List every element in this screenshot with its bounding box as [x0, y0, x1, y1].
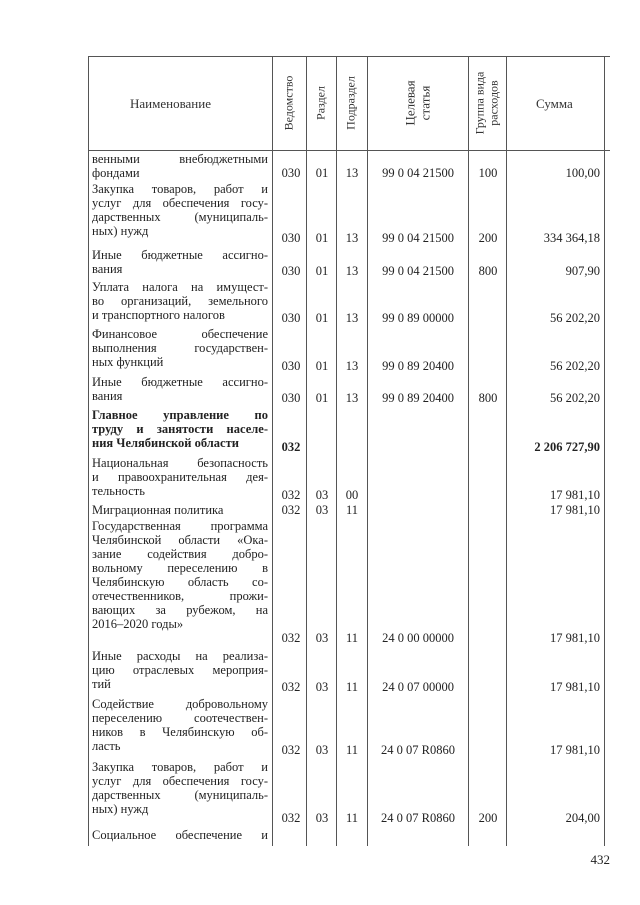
cell-vedomstvo: 032 [281, 488, 301, 502]
cell-celevaya: 99 0 89 20400 [382, 391, 454, 405]
row-name: Государственная программа Челябинской области «Ока- зание содействия добро- вольному переселению в Челябинскую область со- отечественников, прожи- вающих за рубежом, на 2016–2020 годы» [92, 519, 268, 631]
header-bottom-border [88, 150, 610, 151]
cell-podrazdel: 11 [345, 811, 359, 825]
cell-podrazdel: 11 [345, 743, 359, 757]
cell-razdel: 03 [315, 631, 329, 645]
cell-razdel: 01 [315, 231, 329, 245]
row-name: Социальное обеспечение и [92, 828, 268, 842]
header-razdel: Раздел [313, 86, 328, 120]
row-name: Уплата налога на имущест- во организаций, земельного и транспортного налогов [92, 280, 268, 322]
cell-celevaya: 24 0 00 00000 [382, 631, 454, 645]
cell-podrazdel: 11 [345, 631, 359, 645]
column-divider [468, 56, 469, 846]
row-name: Закупка товаров, работ и услуг для обеспечения госу- дарственных (муниципаль- ных) нужд [92, 182, 268, 238]
cell-razdel: 03 [315, 680, 329, 694]
table-right-border [604, 56, 605, 846]
column-divider [367, 56, 368, 846]
cell-gruppa: 100 [478, 166, 498, 180]
cell-vedomstvo: 030 [281, 391, 301, 405]
cell-podrazdel: 13 [345, 166, 359, 180]
cell-razdel: 03 [315, 743, 329, 757]
header-celevaya-1: Целевая [402, 80, 418, 126]
cell-celevaya: 99 0 89 00000 [382, 311, 454, 325]
header-vedomstvo: Ведомство [281, 75, 296, 131]
cell-celevaya: 24 0 07 00000 [382, 680, 454, 694]
cell-podrazdel: 13 [345, 264, 359, 278]
cell-summa: 56 202,20 [550, 359, 600, 373]
cell-gruppa: 800 [478, 391, 498, 405]
table-top-border [88, 56, 610, 57]
cell-razdel: 01 [315, 166, 329, 180]
cell-podrazdel: 11 [345, 503, 359, 517]
cell-razdel: 01 [315, 359, 329, 373]
cell-vedomstvo: 030 [281, 264, 301, 278]
cell-vedomstvo: 030 [281, 166, 301, 180]
cell-razdel: 01 [315, 391, 329, 405]
row-name: Закупка товаров, работ и услуг для обеспечения госу- дарственных (муниципаль- ных) нужд [92, 760, 268, 816]
header-summa: Сумма [536, 96, 573, 111]
header-podrazdel: Подраздел [343, 76, 358, 130]
cell-summa: 56 202,20 [550, 311, 600, 325]
row-name: Финансовое обеспечение выполнения государствен- ных функций [92, 327, 268, 369]
cell-vedomstvo: 030 [281, 311, 301, 325]
cell-podrazdel: 13 [345, 231, 359, 245]
column-divider [506, 56, 507, 846]
cell-razdel: 01 [315, 311, 329, 325]
cell-summa: 17 981,10 [550, 743, 600, 757]
cell-summa: 334 364,18 [543, 231, 600, 245]
cell-vedomstvo: 032 [281, 631, 301, 645]
row-name: Иные бюджетные ассигно- вания [92, 248, 268, 276]
header-celevaya-2: статья [417, 85, 433, 121]
cell-summa: 2 206 727,90 [534, 440, 600, 454]
cell-vedomstvo: 032 [281, 811, 301, 825]
table-left-border [88, 56, 89, 846]
column-divider [336, 56, 337, 846]
cell-celevaya: 24 0 07 R0860 [381, 743, 455, 757]
row-name: Главное управление по труду и занятости населе- ния Челябинской области [92, 408, 268, 450]
cell-vedomstvo: 030 [281, 231, 301, 245]
cell-celevaya: 99 0 04 21500 [382, 264, 454, 278]
cell-razdel: 03 [315, 488, 329, 502]
cell-celevaya: 99 0 89 20400 [382, 359, 454, 373]
cell-vedomstvo: 032 [281, 680, 301, 694]
page-number: 432 [590, 852, 610, 867]
column-divider [272, 56, 273, 846]
cell-gruppa: 200 [478, 811, 498, 825]
cell-podrazdel: 00 [345, 488, 359, 502]
cell-razdel: 03 [315, 503, 329, 517]
header-name: Наименование [130, 96, 211, 111]
row-name: венными внебюджетными фондами [92, 152, 268, 180]
cell-podrazdel: 13 [345, 311, 359, 325]
cell-summa: 56 202,20 [550, 391, 600, 405]
row-name: Национальная безопасность и правоохранительная дея- тельность [92, 456, 268, 498]
cell-razdel: 03 [315, 811, 329, 825]
cell-summa: 17 981,10 [550, 631, 600, 645]
row-name: Миграционная политика [92, 503, 224, 517]
cell-podrazdel: 13 [345, 391, 359, 405]
cell-summa: 17 981,10 [550, 503, 600, 517]
cell-vedomstvo: 030 [281, 359, 301, 373]
cell-summa: 17 981,10 [550, 680, 600, 694]
cell-celevaya: 99 0 04 21500 [382, 231, 454, 245]
cell-summa: 17 981,10 [550, 488, 600, 502]
cell-razdel: 01 [315, 264, 329, 278]
cell-podrazdel: 13 [345, 359, 359, 373]
cell-podrazdel: 11 [345, 680, 359, 694]
cell-celevaya: 99 0 04 21500 [382, 166, 454, 180]
cell-vedomstvo: 032 [281, 503, 301, 517]
cell-summa: 907,90 [565, 264, 600, 278]
cell-vedomstvo: 032 [281, 440, 301, 454]
header-gruppa-2: расходов [486, 80, 501, 126]
cell-summa: 100,00 [565, 166, 600, 180]
header-gruppa-1: Группа вида [472, 71, 487, 135]
cell-gruppa: 800 [478, 264, 498, 278]
row-name: Содействие добровольному переселению соотечествен- ников в Челябинскую об- ласть [92, 697, 268, 753]
row-name: Иные расходы на реализа- цию отраслевых мероприя- тий [92, 649, 268, 691]
cell-celevaya: 24 0 07 R0860 [381, 811, 455, 825]
cell-gruppa: 200 [478, 231, 498, 245]
cell-summa: 204,00 [565, 811, 600, 825]
column-divider [306, 56, 307, 846]
cell-vedomstvo: 032 [281, 743, 301, 757]
row-name: Иные бюджетные ассигно- вания [92, 375, 268, 403]
